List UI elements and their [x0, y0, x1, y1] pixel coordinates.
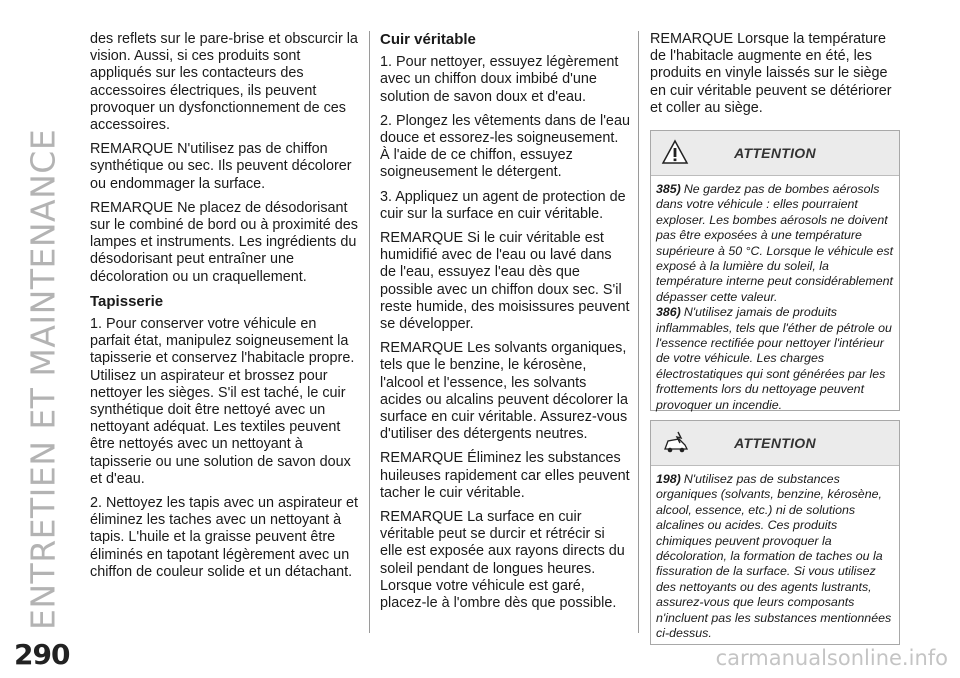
warning-label: ATTENTION: [734, 435, 816, 451]
section-heading-cuir-veritable: Cuir véritable: [380, 31, 476, 48]
paragraph: 2. Nettoyez les tapis avec un aspirateur et éliminez les taches avec un nettoyant à tapis. L'huile et la graisse peuvent être éliminés en tapotant légèrement avec un chiffon de couleur solide et un détachant.: [90, 495, 358, 580]
paragraph: REMARQUE N'utilisez pas de chiffon synthétique ou sec. Ils peuvent décolorer ou endommager la surface.: [90, 141, 352, 192]
warning-header: [651, 131, 899, 176]
section-heading-tapisserie: Tapisserie: [90, 292, 164, 310]
warning-text: N'utilisez jamais de produits inflammables, tels que l'éther de pétrole ou l'essence rectifiée pour nettoyer l'intérieur de votre véhicule. Les charges électrostatiques qui sont générées par les frottements lors du nettoyage peuvent provoquer un incendie.: [656, 305, 892, 412]
paragraph: REMARQUE Lorsque la température de l'habitacle augmente en été, les produits en vinyle laissés sur le siège en cuir véritable peuvent se détériorer et coller au siège.: [650, 31, 892, 116]
watermark: carmanualsonline.info: [715, 646, 948, 670]
warning-body: [651, 466, 899, 649]
reference-number: 386): [656, 305, 681, 320]
reference-number: 385): [656, 182, 681, 196]
warning-box: [650, 130, 900, 411]
paragraph: des reflets sur le pare-brise et obscurcir la vision. Aussi, si ces produits sont appliqués sur les contacteurs des accessoires électriques, ils peuvent provoquer un dysfonctionnement de ces accessoires.: [90, 31, 358, 134]
warning-header: [651, 421, 899, 466]
column-right: [650, 31, 902, 124]
paragraph: REMARQUE La surface en cuir véritable peut se durcir et rétrécir si elle est exposée aux rayons directs du soleil pendant de longues heures. Lorsque votre véhicule est garé, placez-le à l'ombre dès que possible.: [380, 509, 625, 612]
paragraph: REMARQUE Ne placez de désodorisant sur le combiné de bord ou à proximité des lampes et instruments. Les ingrédients du désodorisant peut entraîner une décoloration ou un craquellement.: [90, 199, 358, 285]
warning-item: [656, 182, 895, 305]
paragraph: 3. Appliquez un agent de protection de cuir sur la surface en cuir véritable.: [380, 188, 626, 222]
warning-item: [656, 305, 895, 413]
reference-number: 198): [656, 472, 681, 486]
paragraph: 1. Pour nettoyer, essuyez légèrement avec un chiffon doux imbibé d'une solution de savon doux et d'eau.: [380, 54, 619, 105]
paragraph: REMARQUE Si le cuir véritable est humidifié avec de l'eau ou lavé dans de l'eau, essuyez l'eau dès que possible avec un chiffon doux sec. S'il reste humide, des moisissures peuvent se développer.: [380, 230, 630, 333]
column-divider: [638, 31, 639, 633]
section-title: ENTRETIEN ET MAINTENANCE: [23, 128, 63, 630]
paragraph: REMARQUE Les solvants organiques, tels que le benzine, le kérosène, l'alcool et l'essence, les solvants acides ou alcalins peuvent décolorer la surface en cuir véritable. Assurez-vous d'utiliser des détergents neutres.: [380, 340, 628, 443]
paragraph: 1. Pour conserver votre véhicule en parfait état, manipulez soigneusement la tapisserie et conservez l'habitacle propre. Utilisez un aspirateur et brossez pour nettoyer les sièges. S'il est taché, le cuir synthétique doit être nettoyé avec un nettoyant adéquat. Les textiles peuvent être nettoyés avec un nettoyant à tapisserie ou une solution de savon doux et d'eau.: [90, 316, 355, 487]
warning-box: [650, 420, 900, 645]
warning-body: [651, 176, 899, 421]
page-number: 290: [14, 638, 70, 671]
column-divider: [369, 31, 370, 633]
column-left: [90, 31, 358, 588]
warning-label: ATTENTION: [734, 145, 816, 161]
warning-text: N'utilisez pas de substances organiques (solvants, benzine, kérosène, alcool, essence, etc.) ni de solutions alcalines ou acides. Ces produits chimiques peuvent provoquer la décoloration, la formation de taches ou la fissuration de la surface. Si vous utilisez des nettoyants ou des agents lustrants, assurez-vous que leurs composants n'incluent pas les substances mentionnées ci-dessus.: [656, 472, 892, 641]
column-middle: [380, 31, 630, 619]
paragraph: 2. Plongez les vêtements dans de l'eau douce et essorez-les soigneusement. À l'aide de ce chiffon, essuyez soigneusement le détergent.: [380, 112, 630, 181]
warning-item: [656, 472, 895, 641]
warning-text: Ne gardez pas de bombes aérosols dans votre véhicule : elles pourraient exploser. Les bombes aérosols ne doivent pas être exposées à une température supérieure à 50 °C. Lorsque le véhicule est exposé à la lumière du soleil, la température interne peut considérablement dépasser cette valeur.: [656, 182, 894, 304]
paragraph: REMARQUE Éliminez les substances huileuses rapidement car elles peuvent tacher le cuir véritable.: [380, 450, 630, 501]
